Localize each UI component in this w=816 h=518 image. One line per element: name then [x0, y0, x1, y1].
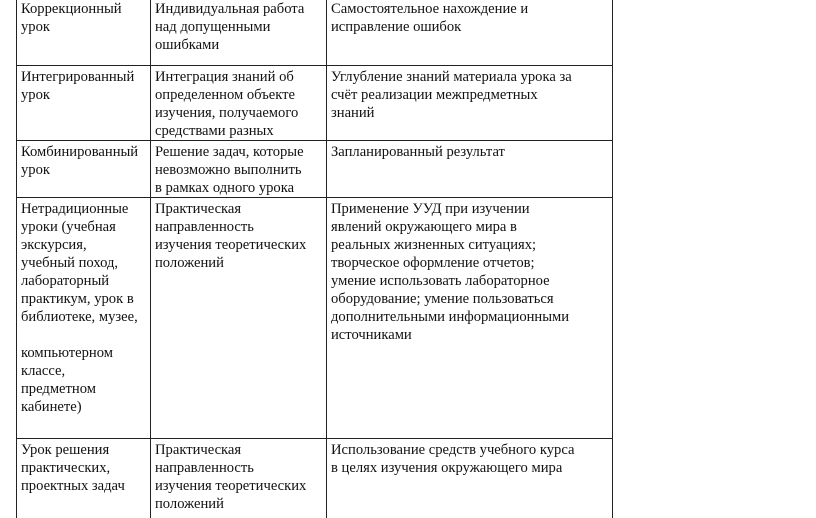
lesson-goal-cell [151, 439, 327, 518]
lesson-result-cell [327, 198, 613, 439]
table-row [17, 439, 613, 518]
text-line: Коррекционный [21, 1, 122, 17]
text-line: ошибками [155, 37, 220, 53]
lesson-goal-cell [151, 198, 327, 439]
text-line: Практическая [155, 442, 242, 458]
text-line: в целях изучения окружающего мира [331, 460, 563, 476]
text-line: Интегрированный [21, 69, 135, 85]
text-line: положений [155, 496, 224, 512]
text-line: Индивидуальная работа [155, 1, 305, 17]
text-line: компьютерном [21, 345, 113, 361]
text-line: в рамках одного урока [155, 180, 295, 196]
lesson-result-cell [327, 66, 613, 141]
text-line: Интеграция знаний об [155, 69, 294, 85]
lesson-result-cell [327, 0, 613, 66]
text-line: Использование средств учебного курса [331, 442, 575, 458]
table-row [17, 141, 613, 198]
text-line: урок [21, 162, 50, 178]
lesson-result-cell [327, 439, 613, 518]
text-line: предметном [21, 381, 96, 397]
text-line: библиотеке, музее, [21, 309, 138, 325]
table-row [17, 198, 613, 439]
text-line: изучения теоретических [155, 478, 307, 494]
text-line: Урок решения [21, 442, 110, 458]
text-line: лабораторный [21, 273, 110, 289]
lesson-goal-cell [151, 141, 327, 198]
text-line: Практическая [155, 201, 242, 217]
text-line: счёт реализации межпредметных [331, 87, 538, 103]
text-line: знаний [331, 105, 375, 121]
text-line: направленность [155, 460, 254, 476]
text-line: определенном объекте [155, 87, 296, 103]
lesson-goal-cell [151, 0, 327, 66]
lesson-type-cell [17, 66, 151, 141]
lesson-goal-cell [151, 66, 327, 141]
text-line: средствами разных [155, 123, 274, 139]
lesson-result-cell [327, 141, 613, 198]
text-line: кабинете) [21, 399, 82, 415]
paragraph-gap [21, 326, 146, 344]
text-line: урок [21, 19, 50, 35]
text-line: Применение УУД при изучении [331, 201, 530, 217]
lesson-type-cell [17, 141, 151, 198]
text-line: положений [155, 255, 224, 271]
text-line: исправление ошибок [331, 19, 462, 35]
lesson-type-cell [17, 439, 151, 518]
table-row [17, 0, 613, 66]
text-line: проектных задач [21, 478, 125, 494]
text-line: практикум, урок в [21, 291, 134, 307]
text-line: классе, [21, 363, 66, 379]
text-line: Углубление знаний материала урока за [331, 69, 572, 85]
lesson-type-cell [17, 198, 151, 439]
text-line: реальных жизненных ситуациях; [331, 237, 537, 253]
text-line: урок [21, 87, 50, 103]
lesson-types-table [16, 0, 613, 518]
text-line: умение использовать лабораторное [331, 273, 550, 289]
text-line: изучения, получаемого [155, 105, 299, 121]
text-line: над допущенными [155, 19, 271, 35]
text-line: невозможно выполнить [155, 162, 302, 178]
lesson-type-cell [17, 0, 151, 66]
text-line: дополнительными информационными [331, 309, 570, 325]
text-line: Комбинированный [21, 144, 139, 160]
text-line: Решение задач, которые [155, 144, 304, 160]
text-line: оборудование; умение пользоваться [331, 291, 554, 307]
text-line: экскурсия, [21, 237, 87, 253]
text-line: Нетрадиционные [21, 201, 129, 217]
text-line: уроки (учебная [21, 219, 116, 235]
text-line: явлений окружающего мира в [331, 219, 517, 235]
text-line: практических, [21, 460, 111, 476]
text-line: Самостоятельное нахождение и [331, 1, 529, 17]
table-row [17, 66, 613, 141]
text-line: учебный поход, [21, 255, 119, 271]
text-line: изучения теоретических [155, 237, 307, 253]
text-line: творческое оформление отчетов; [331, 255, 535, 271]
text-line: источниками [331, 327, 412, 343]
text-line: направленность [155, 219, 254, 235]
text-line: Запланированный результат [331, 144, 505, 160]
